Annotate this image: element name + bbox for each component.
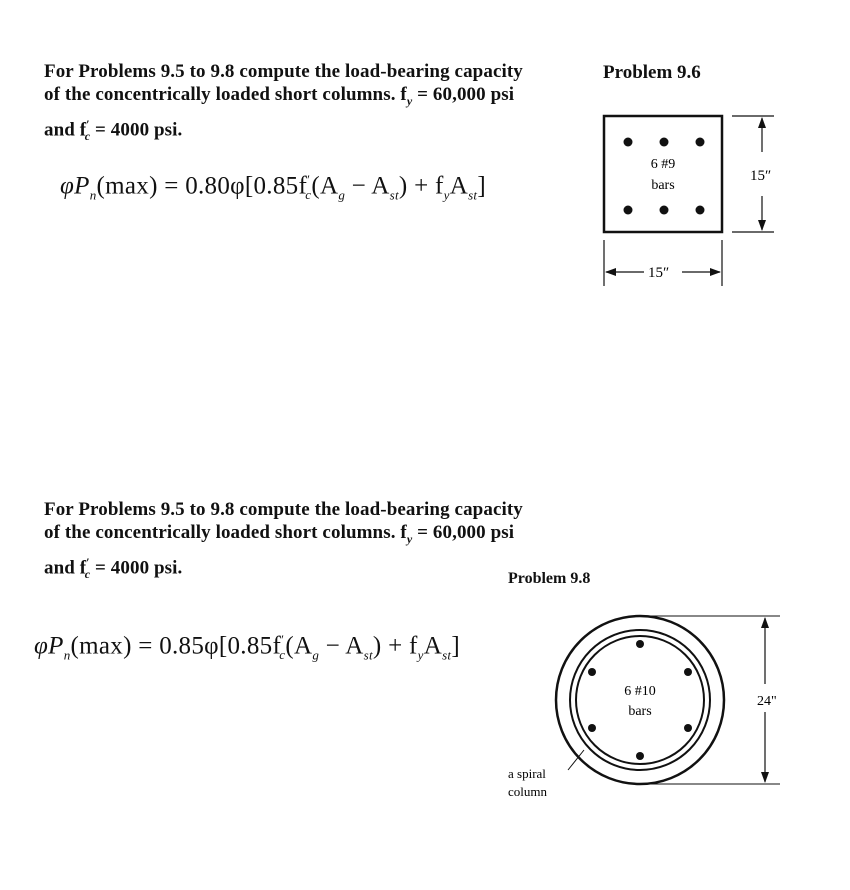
rebar-dot <box>684 724 692 732</box>
rebar-dot <box>624 138 633 147</box>
arrowhead <box>761 617 769 628</box>
rebar-dot <box>588 724 596 732</box>
spiral-bar-count: 6 #10 <box>624 684 656 699</box>
bottom-intro-line2: of the concentrically loaded short columns. $f_y = 60,000$ psi <box>44 522 515 546</box>
spiral-inner-line <box>576 636 704 764</box>
square-bar-word: bars <box>651 178 675 193</box>
top-intro-line2: of the concentrically loaded short columns. $f_y = 60,000$ psi <box>44 84 515 108</box>
rebar-dot <box>588 668 596 676</box>
top-intro-line1: For Problems 9.5 to 9.8 compute the load-bearing capacity <box>44 61 523 82</box>
spiral-label-line2: column <box>508 784 547 799</box>
bottom-intro-line1: For Problems 9.5 to 9.8 compute the load-bearing capacity <box>44 499 523 520</box>
rebar-dot <box>684 668 692 676</box>
rebar-dot <box>624 206 633 215</box>
top-problem-statement <box>44 60 523 148</box>
square-column-outline <box>604 116 722 232</box>
arrowhead <box>761 772 769 783</box>
bottom-capacity-formula: $\varphi P_n(\max) = 0.85\varphi[0.85f'_c(A_g - A_{st}) + f_yA_{st}]$ <box>34 632 460 663</box>
square-bar-count: 6 #9 <box>650 157 676 172</box>
rebar-dot <box>660 138 669 147</box>
square-column-figure <box>590 100 810 300</box>
spiral-label-line1: a spiral <box>508 766 546 781</box>
bottom-problem-statement <box>44 498 523 586</box>
arrowhead <box>758 220 766 231</box>
arrowhead <box>605 268 616 276</box>
top-intro-line3: and $f'_c = 4000$ psi. <box>44 116 183 143</box>
bottom-intro-line3: and $f'_c = 4000$ psi. <box>44 554 183 581</box>
spiral-dim-vertical: 24" <box>757 694 777 709</box>
problem-9-6-title: Problem 9.6 <box>603 62 701 83</box>
arrowhead <box>710 268 721 276</box>
rebar-dot <box>660 206 669 215</box>
top-capacity-formula: $\varphi P_n(\max) = 0.80\varphi[0.85f'_c(A_g - A_{st}) + f_yA_{st}]$ <box>60 172 486 203</box>
arrowhead <box>758 117 766 128</box>
square-dim-horizontal: 15″ <box>648 265 670 281</box>
spiral-bar-word: bars <box>628 704 652 719</box>
rebar-dot <box>696 206 705 215</box>
spiral-outer-line <box>570 630 710 770</box>
rebar-dot <box>696 138 705 147</box>
problem-9-8-title: Problem 9.8 <box>508 570 591 587</box>
rebar-dot <box>636 752 644 760</box>
rebar-dot <box>636 640 644 648</box>
square-dim-vertical: 15″ <box>750 168 772 184</box>
spiral-column-figure <box>500 600 800 810</box>
